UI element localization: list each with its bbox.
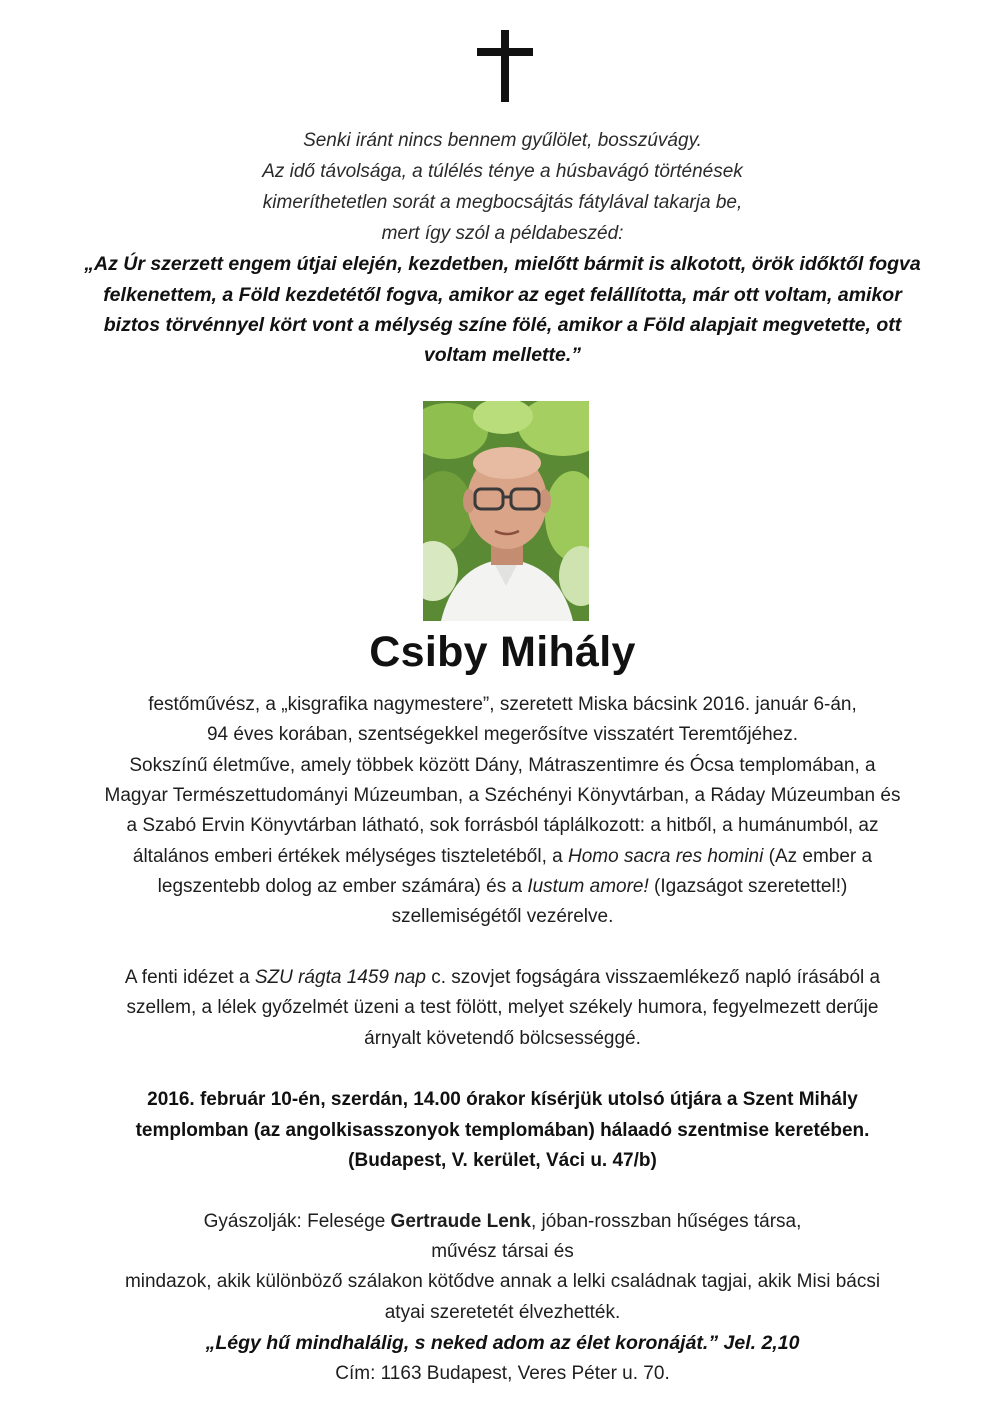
quote-line-4: mert így szól a példabeszéd: bbox=[381, 223, 624, 244]
mourners-line-3: mindazok, akik különböző szálakon kötődve annak a lelki családnak tagjai, akik Misi bácsi bbox=[124, 1271, 881, 1292]
verse-line-2: felkenettem, a Föld kezdetétől fogva, amikor az eget felállította, már ott voltam, amikor bbox=[103, 284, 902, 306]
mourners-line-1-text: Gyászolják: Felesége bbox=[203, 1211, 391, 1232]
spouse-name: Gertraude Lenk bbox=[390, 1211, 531, 1232]
portrait-photo bbox=[423, 401, 589, 621]
bio-line-2: 94 éves korában, szentségekkel megerősítve visszatért Teremtőjéhez. bbox=[206, 724, 799, 745]
memoir-line-2: szellem, a lélek győzelmét üzeni a test fölött, melyet székely humora, fegyelmezett derűje bbox=[126, 997, 879, 1018]
mourners-line-1-end: , jóban-rosszban hűséges társa, bbox=[530, 1211, 802, 1232]
bio-line-6 bbox=[20, 846, 985, 868]
memoir-line-1-text: A fenti idézet a bbox=[124, 967, 255, 988]
bio-line-1: festőművész, a „kisgrafika nagymestere”, szeretett Miska bácsink 2016. január 6-án, bbox=[148, 694, 857, 715]
closing-quote: „Légy hű mindhalálig, s neked adom az élet koronáját.” Jel. 2,10 bbox=[205, 1332, 800, 1354]
bio-line-7 bbox=[20, 876, 985, 898]
deceased-name: Csiby Mihály bbox=[369, 628, 636, 676]
bio-line-5: a Szabó Ervin Könyvtárban látható, sok forrásból táplálkozott: a hitből, a humánumból, az bbox=[126, 815, 879, 836]
mourners-line-2: művész társai és bbox=[431, 1241, 574, 1262]
address: Cím: 1163 Budapest, Veres Péter u. 70. bbox=[335, 1363, 670, 1384]
funeral-line-2: templomban (az angolkisasszonyok templomában) hálaadó szentmise keretében. bbox=[135, 1120, 870, 1141]
verse-line-4: voltam mellette.” bbox=[423, 344, 582, 366]
quote-line-2: Az idő távolsága, a túlélés ténye a húsbavágó történések bbox=[262, 161, 743, 182]
funeral-line-1: 2016. február 10-én, szerdán, 14.00 órakor kísérjük utolsó útjára a Szent Mihály bbox=[147, 1089, 858, 1110]
mourners-line-4: atyai szeretetét élvezhették. bbox=[384, 1302, 621, 1323]
bio-line-7-end: (Igazságot szeretettel!) bbox=[648, 876, 848, 897]
latin-phrase-homo-sacra: Homo sacra res homini bbox=[568, 846, 764, 867]
bio-line-6-text: általános emberi értékek mélységes tiszteletéből, a bbox=[132, 846, 568, 867]
mourners-line-1 bbox=[20, 1211, 985, 1233]
latin-phrase-iustum-amore: Iustum amore! bbox=[527, 876, 649, 897]
quote-line-3: kimeríthetetlen sorát a megbocsájtás fátylával takarja be, bbox=[262, 192, 743, 213]
bio-line-3: Sokszínű életműve, amely többek között Dány, Mátraszentimre és Ócsa templomában, a bbox=[129, 755, 876, 776]
bio-line-7-text: legszentebb dolog az ember számára) és a bbox=[157, 876, 528, 897]
verse-line-3: biztos törvénnyel kört vont a mélység színe fölé, amikor a Föld alapjait megvetette, ott bbox=[103, 314, 902, 336]
book-title: SZU rágta 1459 nap bbox=[254, 967, 426, 988]
memoir-line-1 bbox=[20, 967, 985, 989]
bio-line-8: szellemiségétől vezérelve. bbox=[391, 906, 614, 927]
funeral-line-3: (Budapest, V. kerület, Váci u. 47/b) bbox=[348, 1150, 657, 1171]
memoir-line-3: árnyalt követendő bölcsességgé. bbox=[364, 1028, 641, 1049]
bio-line-4: Magyar Természettudományi Múzeumban, a Széchényi Könyvtárban, a Ráday Múzeumban és bbox=[104, 785, 901, 806]
quote-line-1: Senki iránt nincs bennem gyűlölet, bosszúvágy. bbox=[303, 130, 702, 151]
latin-cross-icon bbox=[477, 30, 533, 102]
verse-line-1: „Az Úr szerzett engem útjai elején, kezdetben, mielőtt bármit is alkotott, örök időktől fogva bbox=[84, 253, 921, 275]
memoir-line-1-end: c. szovjet fogságára visszaemlékező napló írásából a bbox=[425, 967, 881, 988]
bio-line-6-end: (Az ember a bbox=[763, 846, 873, 867]
